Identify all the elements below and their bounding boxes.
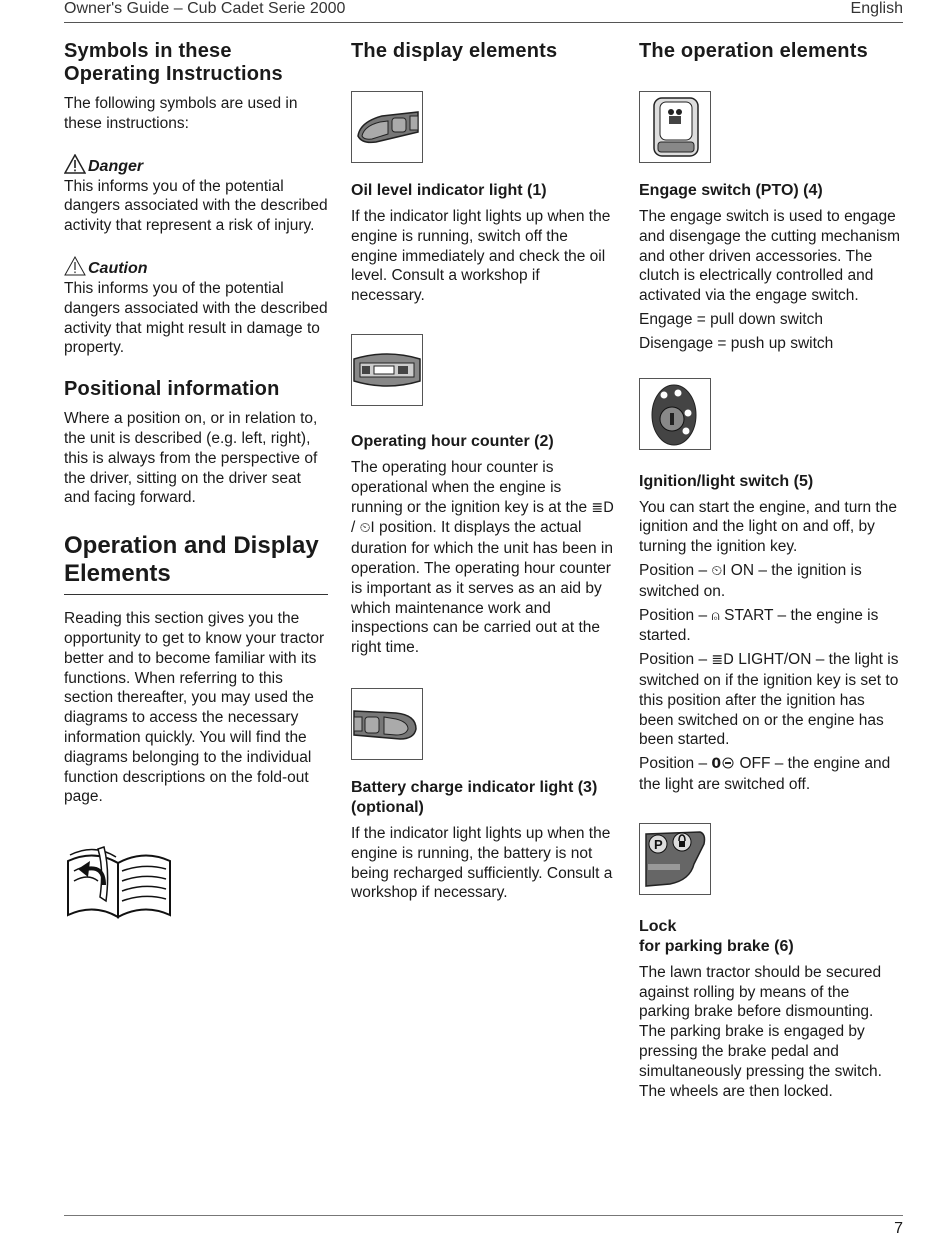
hour-counter-image: [351, 334, 423, 406]
position-off: [639, 754, 903, 795]
svg-text:P: P: [654, 836, 663, 852]
ignition-heading: Ignition/light switch (5): [639, 472, 814, 490]
caution-text: This informs you of the potential dangers associated with the described activity that might result in damage to property.: [64, 279, 328, 357]
caution-label: Caution: [88, 259, 148, 277]
warning-triangle-icon: [64, 154, 86, 174]
parking-brake-lock-icon: [640, 824, 710, 894]
position-prefix: Position –: [639, 561, 708, 579]
position-on: [639, 561, 903, 602]
pto-text: The engage switch is used to engage and disengage the cutting mechanism and other driven accessories. The clutch is electrically controlled and activated via the engage switch.: [639, 208, 901, 305]
header-title: Owner's Guide – Cub Cadet Serie 2000: [64, 0, 346, 17]
symbols-intro: The following symbols are used in these instructions:: [64, 95, 298, 132]
on-position-symbol: ⏲I: [359, 520, 375, 537]
footer-rule: [64, 1215, 903, 1216]
hour-counter-text-b: position. It displays the actual duration for which the unit has been in operation. The operating hour counter is important as it serves as an aid by which maintenance work and inspections can be carried out at the right time.: [351, 519, 613, 657]
on-position-symbol: ⏲I: [711, 562, 727, 579]
light-position-symbol: ≣D: [711, 652, 734, 669]
position-light-text: LIGHT/ON – the light is switched on if the ignition key is set to this position after the ignition has been switched on or the engine has been started.: [639, 651, 899, 749]
section-heading: Operation and Display Elements: [64, 532, 328, 595]
symbol-separator: /: [351, 519, 360, 537]
position-prefix: Position –: [639, 606, 708, 624]
battery-indicator-text: If the indicator light lights up when the engine is running, the battery is not being recharged sufficiently. Consult a workshop if necessary.: [351, 824, 613, 902]
position-light: [639, 650, 903, 750]
parking-brake-lock-image: [639, 823, 711, 895]
hour-counter-icon: [352, 335, 422, 405]
header-language: English: [850, 0, 903, 17]
pto-disengage-text: Disengage = push up switch: [639, 334, 834, 352]
ignition-switch-image: [639, 378, 711, 450]
battery-indicator-icon: [352, 689, 422, 759]
danger-label: Danger: [88, 157, 144, 175]
lock-heading-line2: for parking brake (6): [639, 937, 794, 955]
ignition-switch-icon: [640, 379, 710, 449]
symbols-heading: Symbols in these Operating Instructions: [64, 40, 283, 85]
positional-heading: Positional information: [64, 378, 280, 401]
hour-counter-text-a: The operating hour counter is operational when the engine is running or the ignition key is at the: [351, 458, 588, 516]
position-start: [639, 606, 903, 647]
column-2: [351, 40, 615, 907]
oil-indicator-icon: [352, 92, 422, 162]
battery-indicator-image: [351, 688, 423, 760]
danger-heading: [64, 154, 328, 177]
pto-switch-icon: [640, 92, 710, 162]
stop-icon: [721, 757, 735, 769]
column-1: [64, 40, 328, 926]
display-elements-heading: The display elements: [351, 40, 558, 62]
section-text: Reading this section gives you the opportunity to get to know your tractor better and to become familiar with its functions. When referring to this section thereafter, you may used the diagrams to access the necessary information quickly. You will find the diagrams belonging to the individual function descriptions on the fold-out page.: [64, 610, 325, 806]
position-on-text: ON – the ignition is switched on.: [639, 561, 862, 600]
oil-indicator-image: [351, 91, 423, 163]
lock-text: The lawn tractor should be secured against rolling by means of the parking brake before dismounting. The parking brake is engaged by pressing the brake pedal and simultaneously pressing the switch. The wheels are then locked.: [639, 963, 882, 1100]
positional-text: Where a position on, or in relation to, the unit is described (e.g. left, right), this is always from the perspective of the driver, sitting on the driver seat and facing forward.: [64, 410, 318, 507]
pto-heading: Engage switch (PTO) (4): [639, 182, 823, 199]
pto-switch-image: [639, 91, 711, 163]
hour-counter-text: [351, 458, 615, 658]
page-header: [64, 0, 903, 23]
page-number: 7: [894, 1220, 903, 1237]
position-off-text: OFF – the engine and the light are switched off.: [639, 755, 891, 793]
operation-elements-heading: The operation elements: [639, 40, 868, 62]
column-3: [639, 40, 903, 1105]
warning-triangle-icon: [64, 256, 86, 276]
oil-indicator-heading: Oil level indicator light (1): [351, 182, 547, 199]
position-prefix: Position –: [639, 651, 708, 669]
ignition-text: You can start the engine, and turn the ignition and the light on and off, by turning the ignition key.: [639, 498, 897, 556]
caution-heading: [64, 256, 328, 279]
off-position-symbol: 0: [711, 756, 722, 773]
light-position-symbol: ≣D: [591, 499, 614, 516]
hour-counter-heading: Operating hour counter (2): [351, 432, 554, 450]
position-start-text: START – the engine is started.: [639, 606, 879, 645]
danger-text: This informs you of the potential dangers associated with the described activity that represent a risk of injury.: [64, 177, 328, 235]
oil-indicator-text: If the indicator light lights up when the engine is running, switch off the engine immediately and check the oil level. Consult a workshop if necessary.: [351, 208, 611, 305]
lock-heading-line1: Lock: [639, 917, 677, 935]
fold-out-book-icon: [64, 841, 176, 921]
battery-indicator-heading: Battery charge indicator light (3) (optional): [351, 778, 598, 816]
pto-engage-text: Engage = pull down switch: [639, 310, 823, 328]
position-prefix: Position –: [639, 755, 708, 773]
start-position-symbol: ⍝: [711, 607, 720, 624]
